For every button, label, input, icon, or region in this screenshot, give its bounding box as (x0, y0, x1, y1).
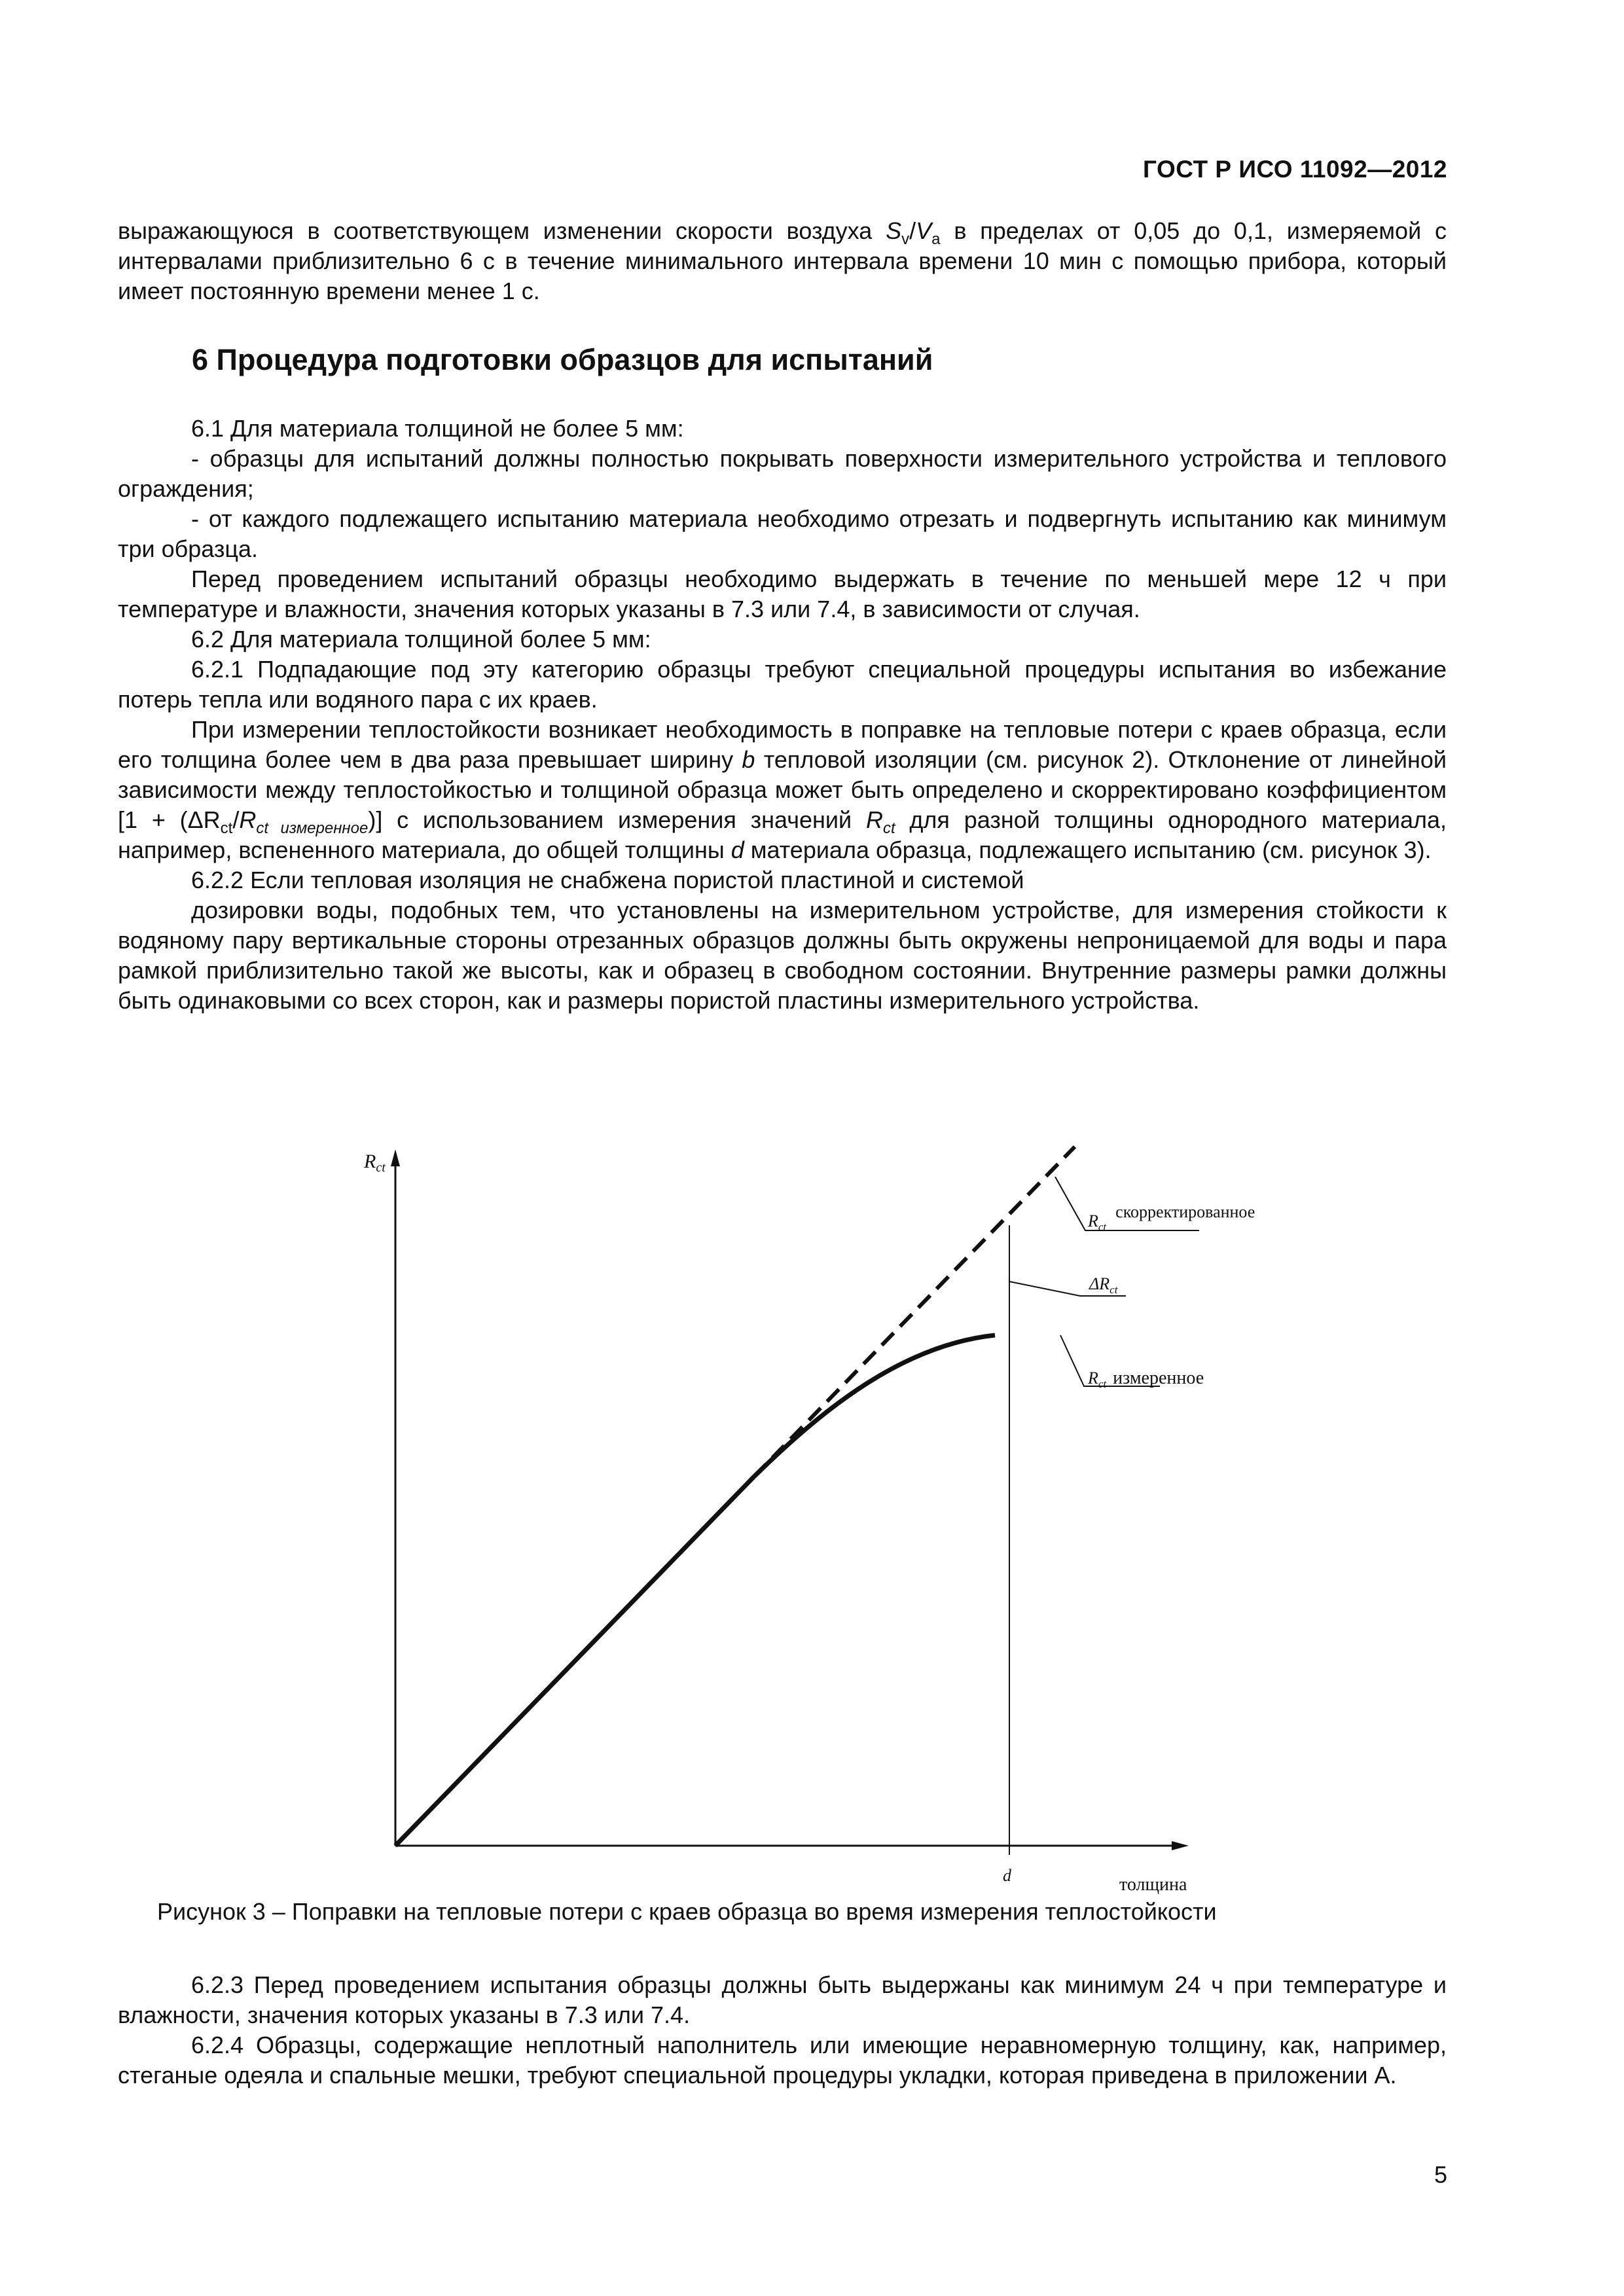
paragraph-6-2-2-a: 6.2.2 Если тепловая изоляция не снабжена пористой пластиной и системой (191, 867, 1024, 893)
label-measured-sub: ct (1098, 1378, 1107, 1390)
label-measured-r: R (1088, 1369, 1098, 1388)
symbol-ct-sub: ct (220, 819, 233, 838)
section-body (118, 414, 1447, 1016)
symbol-b: b (742, 746, 755, 773)
paragraph-6-1-b: - от каждого подлежащего испытанию материала необходимо отрезать и подвергнуть испытанию как минимум три образца. (118, 505, 1447, 562)
text-part: для разной толщины однородного материала, например, вспененного материала, до общей толщины (118, 806, 1447, 863)
paragraph-6-2-3: 6.2.3 Перед проведением испытания образцы должны быть выдержаны как минимум 24 ч при температуре и влажности, значения которых указаны в 7.3 или 7.4. (118, 1971, 1447, 2028)
measured-curve (754, 1335, 995, 1477)
symbol-ct-measured-sub: ct измеренное (256, 819, 369, 838)
label-measured (1087, 1368, 1204, 1390)
label-corrected-sub: ct (1098, 1221, 1107, 1233)
paragraph-6-1-a: - образцы для испытаний должны полностью покрывать поверхности измерительного устройства и теплового ограждения; (118, 445, 1447, 502)
symbol-v-sub: a (931, 230, 941, 249)
paragraph-6-1-c: Перед проведением испытаний образцы необходимо выдержать в течение по меньшей мере 12 ч при температуре и влажности, значения которых указаны в 7.3 или 7.4, в зависимости от случая. (118, 565, 1447, 622)
intro-text-part: выражающуюся в соответствующем изменении скорости воздуха (118, 217, 886, 244)
symbol-v: V (916, 217, 932, 244)
symbol-d: d (731, 836, 744, 863)
section-title: 6 Процедура подготовки образцов для испытаний (192, 343, 933, 376)
x-axis-label: толщина (1119, 1874, 1187, 1895)
lower-paragraphs (118, 1970, 1447, 2090)
text-part: материала образца, подлежащего испытанию (см. рисунок 3). (744, 836, 1432, 863)
label-corrected (1087, 1202, 1255, 1233)
label-delta-text: ΔR (1089, 1274, 1110, 1293)
y-axis-label (363, 1151, 386, 1175)
symbol-s-sub: v (901, 230, 910, 249)
symbol-r: R (865, 806, 883, 833)
standard-code-header: ГОСТ Р ИСО 11092—2012 (1142, 156, 1447, 183)
intro-text (118, 216, 1447, 306)
text-part: тепловой изоляции (см. рисунок 2). Отклонение от линейной зависимости между теплостойкостью и толщиной образца может быть определено и скорректировано коэффициентом [1 + (ΔR (118, 746, 1447, 833)
y-axis-arrow (391, 1149, 400, 1166)
linear-segment-line (395, 1477, 754, 1846)
paragraph-6-2-1: 6.2.1 Подпадающие под эту категорию образцы требуют специальной процедуры испытания во избежание потерь тепла или водяного пара с их краев. (118, 656, 1447, 713)
label-delta (1089, 1274, 1119, 1296)
figure-3-diagram (314, 1119, 1309, 1895)
page-number: 5 (1434, 2161, 1447, 2188)
figure-3 (314, 1119, 1309, 1895)
paragraph-6-1: 6.1 Для материала толщиной не более 5 мм: (191, 415, 684, 442)
symbol-ct-sub: ct (882, 819, 895, 838)
label-corrected-r: R (1088, 1211, 1098, 1230)
symbol-slash: / (909, 217, 916, 244)
symbol-r: R (239, 806, 257, 833)
paragraph-6-2: 6.2 Для материала толщиной более 5 мм: (191, 626, 651, 653)
label-corrected-text: скорректированное (1115, 1202, 1255, 1221)
y-axis-label-r: R (364, 1151, 376, 1172)
paragraph-6-2-4: 6.2.4 Образцы, содержащие неплотный наполнитель или имеющие неравномерную толщину, как, например, стеганые одеяла и спальные мешки, требуют специальной процедуры укладки, которая приведена в приложении А. (118, 2032, 1447, 2089)
corrected-dashed-line (754, 1147, 1075, 1477)
figure-caption: Рисунок 3 – Поправки на тепловые потери с краев образца во время измерения теплостойкости (157, 1898, 1217, 1925)
paragraph-6-2-1-b (118, 715, 1447, 865)
text-part: При измерении теплостойкости возникает необходимость в поправке на тепловые потери с краев образца, если его толщина более чем в два раза превышает ширину (118, 716, 1447, 773)
label-measured-text: измеренное (1113, 1368, 1204, 1388)
symbol-slash: / (232, 806, 240, 833)
y-axis-label-sub: ct (376, 1160, 386, 1175)
d-label: d (1003, 1866, 1011, 1885)
label-delta-sub: ct (1110, 1283, 1118, 1296)
paragraph-6-2-2-b: дозировки воды, подобных тем, что установлены на измерительном устройстве, для измерения стойкости к водяному пару вертикальные стороны отрезанных образцов должны быть окружены непроницаемой для воды и пара рамкой приблизительно такой же высоты, как и образец в свободном состоянии. Внутренние размеры рамки должны быть одинаковыми со всех сторон, как и размеры пористой пластины измерительного устройства. (118, 897, 1447, 1014)
x-axis-arrow (1172, 1841, 1189, 1850)
intro-paragraph (118, 216, 1447, 306)
intro-text-rest: в пределах от 0,05 до 0,1, измеряемой с интервалами приблизительно 6 с в течение минимального интервала времени 10 мин с помощью прибора, который имеет постоянную времени менее 1 с. (118, 217, 1447, 304)
symbol-s: S (886, 217, 902, 244)
text-part: )] с использованием измерения значений (368, 806, 866, 833)
